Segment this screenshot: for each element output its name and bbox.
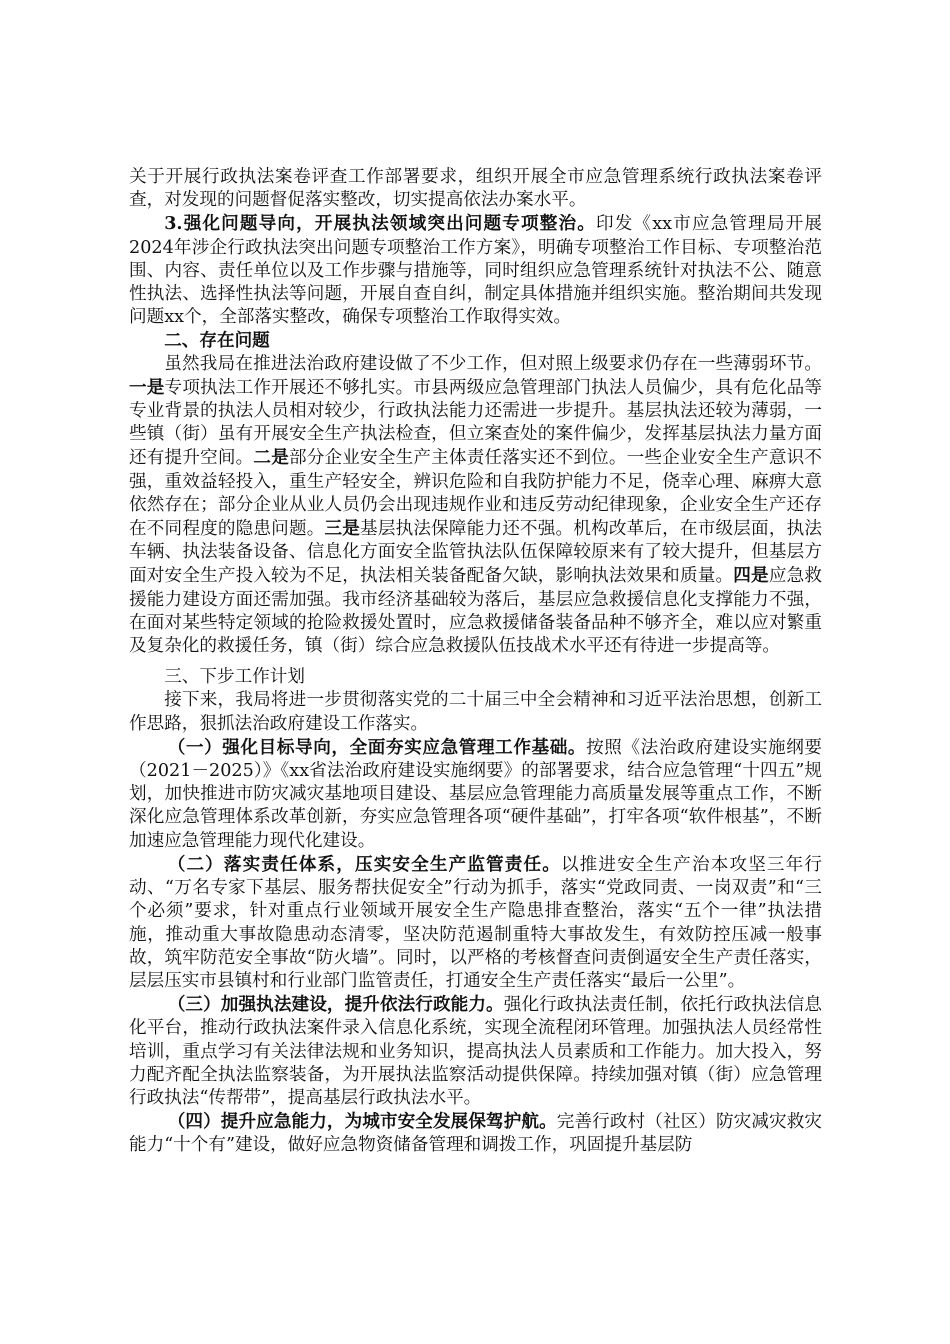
problem-4-text: 应急救援能力建设方面还需加强。我市经济基础较为落后，基层应急救援信息化支撑能力不强，在面对某些特定领域的抢险救援处置时，应急救援储备装备品种不够齐全，难以应对繁重及复杂化的救援任务，镇（街）综合应急救援队伍技战术水平还有待进一步提高等。 <box>129 566 822 657</box>
paragraph-next-intro: 接下来，我局将进一步贯彻落实党的二十届三中全会精神和习近平法治思想，创新工作思路，狠抓法治政府建设工作落实。 <box>129 690 822 734</box>
problems-intro: 虽然我局在推进法治政府建设做了不少工作，但对照上级要求仍存在一些薄弱环节。 <box>164 353 822 374</box>
document-page <box>129 166 822 1158</box>
section-heading-problems: 二、存在问题 <box>164 330 270 352</box>
plan-3-lead: （三）加强执法建设，提升依法行政能力。 <box>167 994 504 1016</box>
plan-2-body: 以推进安全生产治本攻坚三年行动、“万名专家下基层、服务帮扶促安全”行动为抓手，落实“党政同责、一岗双责”和“三个必须”要求，针对重点行业领域开展安全生产隐患排查整治，落实“五个一律”执法措施，推动重大事故隐患动态清零，坚决防范遏制重特大事故发生，有效防控压减一般事故，筑牢防范安全事故“防火墙”。同时，以严格的考核督查问责倒逼安全生产责任落实，层层压实市县镇村和行业部门监管责任，打通安全生产责任落实“最后一公里”。 <box>129 854 822 991</box>
plan-2-lead: （二）落实责任体系，压实安全生产监管责任。 <box>167 853 561 875</box>
plan-1-lead: （一）强化目标导向，全面夯实应急管理工作基础。 <box>167 736 587 758</box>
paragraph-item-3 <box>129 212 822 329</box>
plan-4-body: 完善行政村（社区）防灾减灾救灾能力“十个有”建设，做好应急物资储备管理和调拨工作，巩固提升基层防 <box>129 1112 822 1156</box>
problem-1-text: 专项执法工作开展还不够扎实。市县两级应急管理部门执法人员偏少，具有危化品等专业背景的执法人员相对较少，行政执法能力还需进一步提升。基层执法还较为薄弱，一些镇（街）虽有开展安全生产执法检查，但立案查处的案件偏少，发挥基层执法力量方面还有提升空间。 <box>129 377 822 469</box>
section-heading-next-steps: 三、下步工作计划 <box>164 667 305 688</box>
paragraph-plan-2 <box>129 853 822 993</box>
item-3-lead: 3.强化问题导向，开展执法领域突出问题专项整治。 <box>164 213 596 235</box>
paragraph-plan-4 <box>129 1110 822 1157</box>
plan-1-body: 按照《法治政府建设实施纲要（2021－2025）》《xx省法治政府建设实施纲要》的部署要求，结合应急管理“十四五”规划，加快推进市防灾减灾基地项目建设、基层应急管理能力高质量发展等重点工作，不断深化应急管理体系改革创新，夯实应急管理各项“硬件基础”，打牢各项“软件根基”，不断加速应急管理能力现代化建设。 <box>129 737 822 851</box>
problem-3-key: 三是 <box>324 518 361 540</box>
plan-3-body: 强化行政执法责任制，依托行政执法信息化平台，推动行政执法案件录入信息化系统，实现全流程闭环管理。加强执法人员经常性培训，重点学习有关法律法规和业务知识，提高执法人员素质和工作能力。加大投入，努力配齐配全执法监察装备，为开展执法监察活动提供保障。持续加强对镇（街）应急管理行政执法“传帮带”，提高基层行政执法水平。 <box>129 995 822 1108</box>
problem-4-key: 四是 <box>733 565 769 587</box>
paragraph-plan-1 <box>129 736 822 853</box>
paragraph-problems <box>129 353 822 659</box>
problem-2-key: 二是 <box>253 447 289 469</box>
paragraph-plan-3 <box>129 993 822 1110</box>
problem-3-text: 基层执法保障能力还不强。机构改革后，在市级层面，执法车辆、执法装备设备、信息化方面安全监管执法队伍保障较原来有了较大提升，但基层方面对安全生产投入较为不足，执法相关装备配备欠缺，影响执法效果和质量。 <box>129 519 822 587</box>
problem-1-key: 一是 <box>129 376 165 398</box>
item-3-body: 印发《xx市应急管理局开展2024年涉企行政执法突出问题专项整治工作方案》，明确专项整治工作目标、专项整治范围、内容、责任单位以及工作步骤与措施等，同时组织应急管理系统针对执法不公、随意性执法、选择性执法等问题，开展自查自纠，制定具体措施并组织实施。整治期间共发现问题xx个，全部落实整改，确保专项整治工作取得实效。 <box>129 214 822 328</box>
plan-4-lead: （四）提升应急能力，为城市安全发展保驾护航。 <box>167 1111 557 1133</box>
problem-2-text: 部分企业安全生产主体责任落实还不到位。一些企业安全生产意识不强，重效益轻投入，重生产轻安全，辨识危险和自我防护能力不足，侥幸心理、麻痹大意依然存在；部分企业从业人员仍会出现违规作业和违反劳动纪律现象，企业安全生产还存在不同程度的隐患问题。 <box>129 448 822 540</box>
paragraph-continuation: 关于开展行政执法案卷评查工作部署要求，组织开展全市应急管理系统行政执法案卷评查，对发现的问题督促落实整改，切实提高依法办案水平。 <box>129 167 822 211</box>
